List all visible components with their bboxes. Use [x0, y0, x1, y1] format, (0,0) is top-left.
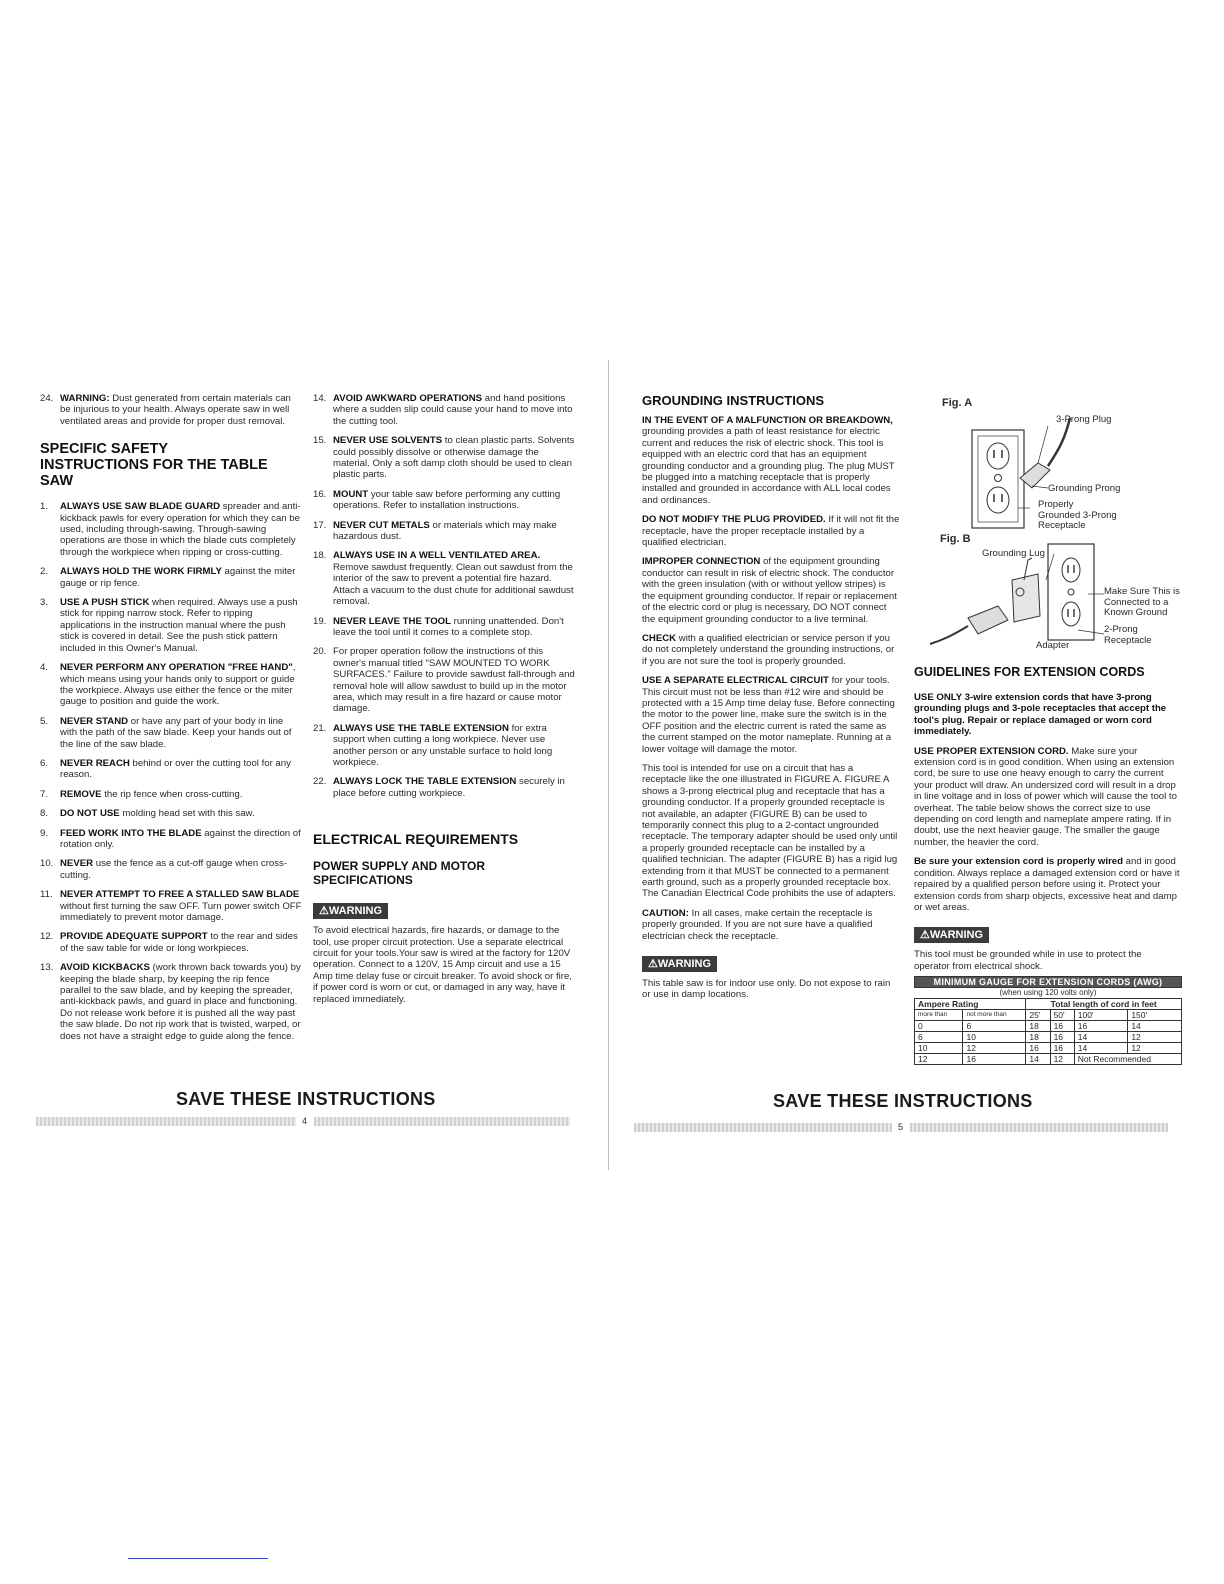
gauge-cell: 18	[1026, 1021, 1050, 1032]
power-supply-text: To avoid electrical hazards, fire hazards, or damage to the tool, use proper circuit protection. Use a separate electrical circuit for your tools.Your saw is wired at the factory for 120V operation. Connect to a 120V, 15 Amp circuit and use a 15 Amp time delay fuse or circuit breaker. To avoid shock or fire, if power cord is worn or cut, or damaged in any way, have it replaced immediately.	[313, 925, 572, 1005]
fig-b-adapter-label: Adapter	[1036, 640, 1070, 651]
paragraph: USE A SEPARATE ELECTRICAL CIRCUIT for your tools. This circuit must not be less than #12 wire and should be protected with a 15 Amp time delay fuse. Before connecting the motor to the power line, make sure the switch is in the OFF position and the electric current is rated the same as the current stamped on the motor nameplate. Running at a lower voltage will damage the motor.	[642, 675, 895, 755]
warning-badge: ⚠WARNING	[914, 927, 989, 943]
fig-b-2prong-label: 2-Prong Receptacle	[1104, 624, 1152, 646]
list-item: 3. USE A PUSH STICK when required. Always use a push stick for ripping narrow stock. Refer to ripping applications in the instruction manual where the push stick is covered in detail. See the push stick pattern included in this Owner's Manual.	[40, 597, 298, 654]
list-item: 18. ALWAYS USE IN A WELL VENTILATED AREA. Remove sawdust frequently. Clean out sawdust from the interior of the saw to prevent a potential fire hazard. Attach a vacuum to the dust chute for additional sawdust removal.	[313, 550, 574, 608]
length-header: Total length of cord in feet	[1026, 999, 1182, 1010]
left-column-2	[313, 393, 575, 1013]
table-row	[915, 1043, 1182, 1054]
list-item: 6. NEVER REACH behind or over the cutting tool for any reason.	[40, 757, 291, 781]
page-number-right: 5	[898, 1122, 904, 1132]
indoor-use-text: This table saw is for indoor use only. Do not expose to rain or use in damp locations.	[642, 978, 891, 1001]
list-item: 9. FEED WORK INTO THE BLADE against the direction of rotation only.	[40, 827, 301, 850]
left-column-1	[40, 393, 302, 1050]
extension-cords-heading: GUIDELINES FOR EXTENSION CORDS	[914, 665, 1145, 679]
fig-b-lug-label: Grounding Lug	[982, 548, 1045, 559]
gauge-cell: 16	[1050, 1021, 1074, 1032]
grounding-heading: GROUNDING INSTRUCTIONS	[642, 393, 824, 408]
page-number-left: 4	[302, 1116, 308, 1126]
list-item: 4. NEVER PERFORM ANY OPERATION "FREE HAND", which means using your hands only to support or guide the workpiece. Always use either the fence or the miter gauge to position and guide the work.	[40, 662, 296, 708]
amp-max: 10	[963, 1032, 1026, 1043]
list-item: 19. NEVER LEAVE THE TOOL running unattended. Don't leave the tool until it comes to a complete stop.	[313, 615, 564, 638]
gauge-cell: 12	[1128, 1032, 1182, 1043]
gauge-cell: 12	[1050, 1054, 1074, 1065]
footer-bar-left-b	[314, 1117, 570, 1126]
more-than-header: more than	[915, 1010, 963, 1021]
fig-b-connect-label: Make Sure This is Connected to a Known Ground	[1104, 586, 1180, 618]
list-item: 5. NEVER STAND or have any part of your body in line with the path of the saw blade. Keep your hands out of the line of the saw blade.	[40, 715, 292, 750]
gauge-cell: 16	[1074, 1021, 1128, 1032]
table-row	[915, 1032, 1182, 1043]
paragraph: CAUTION: In all cases, make certain the receptacle is properly grounded. If you are not sure have a qualified electrician check the receptacle.	[642, 907, 873, 942]
footer-bar-right-a	[634, 1123, 892, 1132]
table-row	[915, 1054, 1182, 1065]
length-col: 150'	[1128, 1010, 1182, 1021]
paragraph: USE PROPER EXTENSION CORD. Make sure your extension cord is in good condition. When using an extension cord, be sure to use one heavy enough to carry the current your product will draw. An undersized cord will result in a drop in line voltage and in loss of power which will cause the tool to overheat. The table below shows the correct size to use depending on cord length and nameplate ampere rating. If in doubt, use the next heavier gauge. The smaller the gauge number, the heavier the cord.	[914, 745, 1177, 848]
gauge-cell: Not Recommended	[1074, 1054, 1181, 1065]
list-item: 8. DO NOT USE molding head set with this saw.	[40, 808, 255, 820]
ground-warning-text: This tool must be grounded while in use to protect the operator from electrical shock.	[914, 949, 1142, 972]
list-item: 20. For proper operation follow the instructions of this owner's manual titled "SAW MOUNTED TO WORK SURFACES." Failure to provide sawdust fall-through and removal hole will allow sawdust to build up in the motor area, which may result in a fire hazard or cause motor damage.	[313, 646, 575, 715]
gauge-table-title: MINIMUM GAUGE FOR EXTENSION CORDS (AWG)	[915, 977, 1182, 988]
electrical-requirements-heading: ELECTRICAL REQUIREMENTS	[313, 831, 519, 848]
paragraph: USE ONLY 3-wire extension cords that have 3-prong grounding plugs and 3-pole receptacles that accept the tool's plug. Repair or replace damaged or worn cord immediately.	[914, 692, 1167, 738]
length-col: 100'	[1074, 1010, 1128, 1021]
gauge-cell: 14	[1128, 1021, 1182, 1032]
gauge-table-subtitle: (when using 120 volts only)	[999, 988, 1097, 998]
fig-a-prong-label: Grounding Prong	[1048, 483, 1121, 494]
list-item: 15. NEVER USE SOLVENTS to clean plastic parts. Solvents could possibly dissolve or otherwise damage the material. Only a soft damp cloth should be used to clean plastic parts.	[313, 435, 575, 481]
save-instructions-left: SAVE THESE INSTRUCTIONS	[176, 1089, 436, 1109]
list-item: 2. ALWAYS HOLD THE WORK FIRMLY against the miter gauge or rip fence.	[40, 566, 296, 589]
save-instructions-right: SAVE THESE INSTRUCTIONS	[773, 1091, 1033, 1111]
list-item: 7. REMOVE the rip fence when cross-cutting.	[40, 788, 243, 800]
length-col: 25'	[1026, 1010, 1050, 1021]
safety-list-continued	[313, 393, 575, 799]
amp-header: Ampere Rating	[915, 999, 1026, 1010]
paragraph: This tool is intended for use on a circuit that has a receptacle like the one illustrated in FIGURE A. FIGURE A shows a 3-prong electrical plug and receptacle that has a grounding conductor. If a properly grounded receptacle is not available, an adapter (FIGURE B) can be used to temporarily connect this plug to a 2-contact ungrounded receptacle. The temporary adapter should be used only until a properly grounded receptacle can be installed by a qualified technician. The adapter (FIGURE B) has a rigid lug extending from it that MUST be connected to a permanent earth ground, such as a properly grounded receptacle box. The Canadian Electrical Code prohibits the use of adapters.	[642, 762, 898, 900]
amp-max: 16	[963, 1054, 1026, 1065]
specific-safety-heading: SPECIFIC SAFETY INSTRUCTIONS FOR THE TABLE SAW	[40, 441, 268, 490]
paragraph: Be sure your extension cord is properly wired and in good condition. Always replace a damaged extension cord or have it repaired by a qualified person before using it. Protect your extension cords from sharp objects, excessive heat and damp or wet areas.	[914, 856, 1180, 913]
table-row	[915, 1021, 1182, 1032]
amp-min: 10	[915, 1043, 963, 1054]
warning-badge: ⚠WARNING	[642, 956, 717, 972]
gauge-cell: 16	[1050, 1043, 1074, 1054]
paragraph: IN THE EVENT OF A MALFUNCTION OR BREAKDOWN, grounding provides a path of least resistance for electric current and reduces the risk of electric shock. This tool is equipped with an electric cord that has an equipment grounding conductor and a grounding plug. The plug MUST be plugged into a matching receptacle that is properly installed and grounded in accordance with ALL local codes and ordinances.	[642, 415, 895, 506]
bottom-rule	[128, 1558, 268, 1559]
grounding-paragraphs	[642, 415, 900, 942]
list-item: 10. NEVER use the fence as a cut-off gauge when cross-cutting.	[40, 858, 288, 881]
amp-min: 6	[915, 1032, 963, 1043]
page-divider	[608, 360, 609, 1170]
specific-safety-list	[40, 501, 302, 1042]
list-item: 13. AVOID KICKBACKS (work thrown back towards you) by keeping the blade sharp, by keeping the rip fence parallel to the saw blade, and by keeping the spreader, anti-kickback pawls, and guard in place and functioning. Do not release work before it is pushed all the way past the saw blade. Do not rip work that is twisted, warped, or does not have a straight edge to guide along the fence.	[40, 962, 301, 1042]
not-more-than-header: not more than	[963, 1010, 1026, 1021]
paragraph: CHECK with a qualified electrician or service person if you do not completely understand the grounding instructions, or if you are not sure the tool is properly grounded.	[642, 632, 895, 667]
gauge-cell: 14	[1074, 1043, 1128, 1054]
list-item: 1. ALWAYS USE SAW BLADE GUARD spreader and anti-kickback pawls for every operation for which they can be used, including through-sawing. Through-sawing operations are those in which the blade cuts completely through the workpiece when ripping or cross-cutting.	[40, 501, 301, 558]
footer-bar-right-b	[910, 1123, 1168, 1132]
list-item: 22. ALWAYS LOCK THE TABLE EXTENSION securely in place before cutting workpiece.	[313, 776, 565, 799]
paragraph: DO NOT MODIFY THE PLUG PROVIDED. If it will not fit the receptacle, have the proper receptacle installed by a qualified electrician.	[642, 514, 900, 549]
paragraph: IMPROPER CONNECTION of the equipment grounding conductor can result in risk of electric shock. The conductor with the green insulation (with or without yellow stripes) is the equipment grounding conductor. If repair or replacement of the electric cord or plug is necessary, DO NOT connect the equipment grounding conductor to a live terminal.	[642, 556, 897, 625]
amp-min: 12	[915, 1054, 963, 1065]
list-item: 17. NEVER CUT METALS or materials which may make hazardous dust.	[313, 519, 557, 543]
fig-a-plug-label: 3-Prong Plug	[1056, 414, 1112, 425]
gauge-table	[914, 976, 1182, 1065]
list-item: 12. PROVIDE ADEQUATE SUPPORT to the rear and sides of the saw table for wide or long workpieces.	[40, 931, 298, 954]
list-item: 16. MOUNT your table saw before performing any cutting operations. Refer to installation instructions.	[313, 488, 561, 512]
extension-paragraphs	[914, 692, 1180, 913]
amp-max: 6	[963, 1021, 1026, 1032]
gauge-cell: 14	[1026, 1054, 1050, 1065]
list-item: 24. WARNING: Dust generated from certain materials can be injurious to your health. Always operate saw in well ventilated areas and provide for proper dust removal.	[40, 393, 291, 427]
gauge-cell: 14	[1074, 1032, 1128, 1043]
amp-max: 12	[963, 1043, 1026, 1054]
fig-a-label: Fig. A	[942, 397, 973, 409]
fig-b-label: Fig. B	[940, 533, 971, 545]
right-column-1	[642, 393, 900, 1009]
list-item: 14. AVOID AWKWARD OPERATIONS and hand positions where a sudden slip could cause your hand to move into the cutting tool.	[313, 393, 573, 427]
right-column-2	[914, 664, 1180, 1065]
fig-a-receptacle-label: Properly Grounded 3-Prong Receptacle	[1038, 499, 1117, 531]
gauge-cell: 18	[1026, 1032, 1050, 1043]
length-col: 50'	[1050, 1010, 1074, 1021]
warning-badge: ⚠WARNING	[313, 903, 388, 919]
list-item: 21. ALWAYS USE THE TABLE EXTENSION for extra support when cutting a long workpiece. Never use another person or any unstable surface to hold long workpiece.	[313, 722, 553, 768]
gauge-cell: 16	[1050, 1032, 1074, 1043]
amp-min: 0	[915, 1021, 963, 1032]
list-item: 11. NEVER ATTEMPT TO FREE A STALLED SAW BLADE without first turning the saw OFF. Turn power switch OFF immediately to prevent motor damage.	[40, 889, 302, 923]
gauge-cell: 16	[1026, 1043, 1050, 1054]
power-supply-heading: POWER SUPPLY AND MOTOR SPECIFICATIONS	[313, 859, 486, 888]
gauge-cell: 12	[1128, 1043, 1182, 1054]
footer-bar-left-a	[36, 1117, 296, 1126]
